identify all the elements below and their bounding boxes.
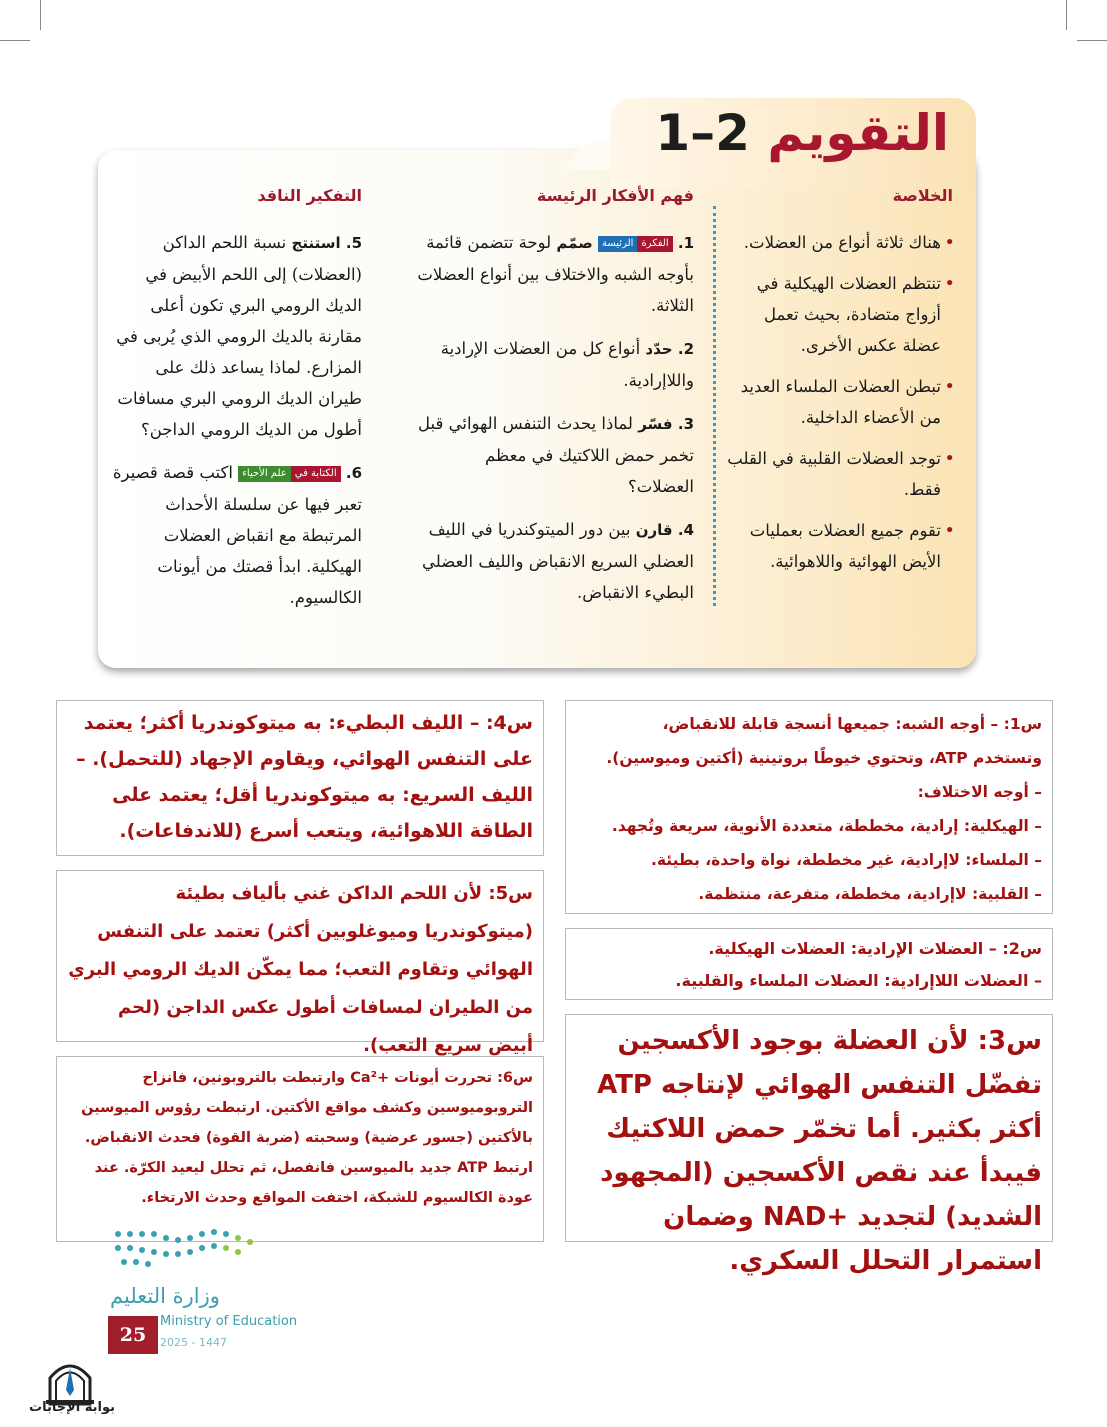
question-5: [112, 227, 362, 445]
question-6: [112, 457, 362, 613]
question-verb: قارن: [635, 521, 673, 539]
answer-line: س2: – العضلات الإرادية: العضلات الهيكلية.: [708, 939, 1042, 958]
answer-line: – العضلات اللاإرادية: العضلات الملساء والقلبية.: [675, 971, 1042, 990]
question-number: 3.: [677, 415, 694, 433]
question-verb: صمّم: [556, 234, 593, 252]
answer-box-5: [56, 870, 544, 1056]
question-text: لماذا يحدث التنفس الهوائي قبل تخمر حمض اللاكتيك في معظم العضلات؟: [418, 414, 694, 496]
crop-mark: [1077, 40, 1107, 41]
main-idea-tag: الفكرة: [637, 236, 672, 252]
biology-tag: علم الأحياء: [238, 466, 291, 482]
answer-line: – الهيكلية: إرادية، مخططة، متعددة الأنوية، سريعة وتُجهد.: [611, 817, 1042, 835]
answer-line: – أوجه الاختلاف:: [917, 783, 1042, 801]
summary-item: • تبطن العضلات الملساء العديد من الأعضاء الداخلية.: [723, 371, 953, 433]
question-verb: فسّر: [638, 415, 673, 433]
summary-list: [723, 227, 953, 577]
writing-tag: الكتابة في: [291, 466, 341, 482]
answer-text: س4: – الليف البطيء: به ميتوكوندريا أكثر؛ يعتمد على التنفس الهوائي، ويقاوم الإجهاد (للتحمل). – الليف السريع: به ميتوكوندريا أقل؛ يعتمد على الطاقة اللاهوائية، ويتعب أسرع (للاندفاعات).: [76, 712, 533, 842]
summary-column: [723, 180, 953, 587]
answer-line: س1: – أوجه الشبه: جميعها أنسجة قابلة للانقباض،: [662, 715, 1042, 733]
crop-mark: [1066, 0, 1067, 30]
answer-box-1: [565, 700, 1053, 914]
main-ideas-column: [416, 180, 694, 620]
answer-line: – الملساء: لاإرادية، غير مخططة، نواة واحدة، بطيئة.: [650, 851, 1042, 869]
answer-box-6: [56, 1056, 544, 1242]
question-verb: استنتج: [291, 234, 341, 252]
main-idea-tag: الرئيسة: [598, 236, 637, 252]
question-number: 2.: [677, 340, 694, 358]
question-1: [416, 227, 694, 321]
review-title-number: 2–1: [655, 104, 750, 162]
question-text: لوحة تتضمن قائمة بأوجه الشبه والاختلاف بين أنواع العضلات الثلاثة.: [417, 233, 694, 315]
question-number: 5.: [345, 234, 362, 252]
question-number: 6.: [345, 464, 362, 482]
crop-mark: [0, 40, 30, 41]
ministry-logo-dots: [110, 1220, 260, 1270]
summary-heading: الخلاصة: [892, 186, 953, 205]
main-ideas-heading: فهم الأفكار الرئيسة: [536, 186, 694, 205]
summary-item: • هناك ثلاثة أنواع من العضلات.: [723, 227, 953, 258]
answer-line: وتستخدم ATP، وتحتوي خيوطًا بروتينية (أكتين وميوسين).: [606, 749, 1042, 767]
answer-text: س6: تحررت أيونات +Ca² وارتبطت بالتروبونين، فانزاح التروبوميوسين وكشف مواقع الأكتين. ارتبطت رؤوس الميوسين بالأكتين (جسور عرضية) وسحبته (ضربة القوة) فحدث الانقباض. ارتبط ATP جديد بالميوسين فانفصل، ثم تحلل ليعيد الكرّة. عند عودة الكالسيوم للشبكة، اختفت المواقع وحدث الارتخاء.: [81, 1070, 533, 1206]
crop-mark: [40, 0, 41, 30]
summary-item: • توجد العضلات القلبية في القلب فقط.: [723, 443, 953, 505]
answer-text: س5: لأن اللحم الداكن غني بألياف بطيئة (ميتوكوندريا وميوغلوبين أكثر) تعتمد على التنفس الهوائي وتقاوم التعب؛ مما يمكّن الديك الرومي البري من الطيران لمسافات أطول عكس الداجن (لحم أبيض سريع التعب).: [68, 883, 533, 1056]
question-text: نسبة اللحم الداكن (العضلات) إلى اللحم الأبيض في الديك الرومي البري تكون أعلى مقارنة بالديك الرومي الذي يُربى في المزارع. لماذا يساعد ذلك على طيران الديك الرومي البري مسافات أطول من الديك الرومي الداجن؟: [116, 233, 362, 439]
question-number: 4.: [677, 521, 694, 539]
site-name: بوابة الإجابات: [29, 1400, 115, 1415]
answer-box-3: [565, 1014, 1053, 1276]
page-number: 25: [108, 1316, 158, 1354]
answer-text: س3: لأن العضلة بوجود الأكسجين تفضّل التنفس الهوائي لإنتاجه ATP أكثر بكثير. أما تخمّر حمض اللاكتيك فيبدأ عند نقص الأكسجين (المجهود الشديد) لتجديد +NAD وضمان استمرار التحلل السكري.: [597, 1026, 1042, 1276]
answer-box-2: [565, 928, 1053, 1000]
review-title-text: التقويم: [767, 104, 949, 162]
question-2: [416, 333, 694, 396]
answer-box-4: [56, 700, 544, 856]
question-text: أنواع كل من العضلات الإرادية واللاإرادية.: [440, 339, 694, 390]
question-verb: حدّد: [645, 340, 673, 358]
question-4: [416, 514, 694, 608]
site-logo-icon: [42, 1350, 98, 1406]
critical-thinking-heading: التفكير الناقد: [257, 186, 362, 205]
column-divider: [713, 206, 716, 606]
question-text: اكتب قصة قصيرة تعبر فيها عن سلسلة الأحداث المرتبطة مع انقباض العضلات الهيكلية. ابدأ قصتك من أيونات الكالسيوم.: [112, 463, 362, 607]
review-title: [655, 104, 949, 162]
question-number: 1.: [677, 234, 694, 252]
answer-line: – القلبية: لاإرادية، مخططة، متفرعة، منتظمة.: [698, 885, 1042, 903]
question-text: بين دور الميتوكندريا في الليف العضلي السريع الانقباض والليف العضلي البطيء الانقباض.: [422, 520, 694, 602]
critical-thinking-column: [112, 180, 362, 625]
ministry-name-en: Ministry of Education: [160, 1314, 298, 1329]
edition-year: 2025 - 1447: [160, 1336, 227, 1349]
question-3: [416, 408, 694, 502]
ministry-name-ar: وزارة التعليم: [110, 1284, 220, 1308]
summary-item: • تنتظم العضلات الهيكلية في أزواج متضادة، بحيث تعمل عضلة عكس الأخرى.: [723, 268, 953, 361]
summary-item: • تقوم جميع العضلات بعمليات الأيض الهوائية واللاهوائية.: [723, 515, 953, 577]
